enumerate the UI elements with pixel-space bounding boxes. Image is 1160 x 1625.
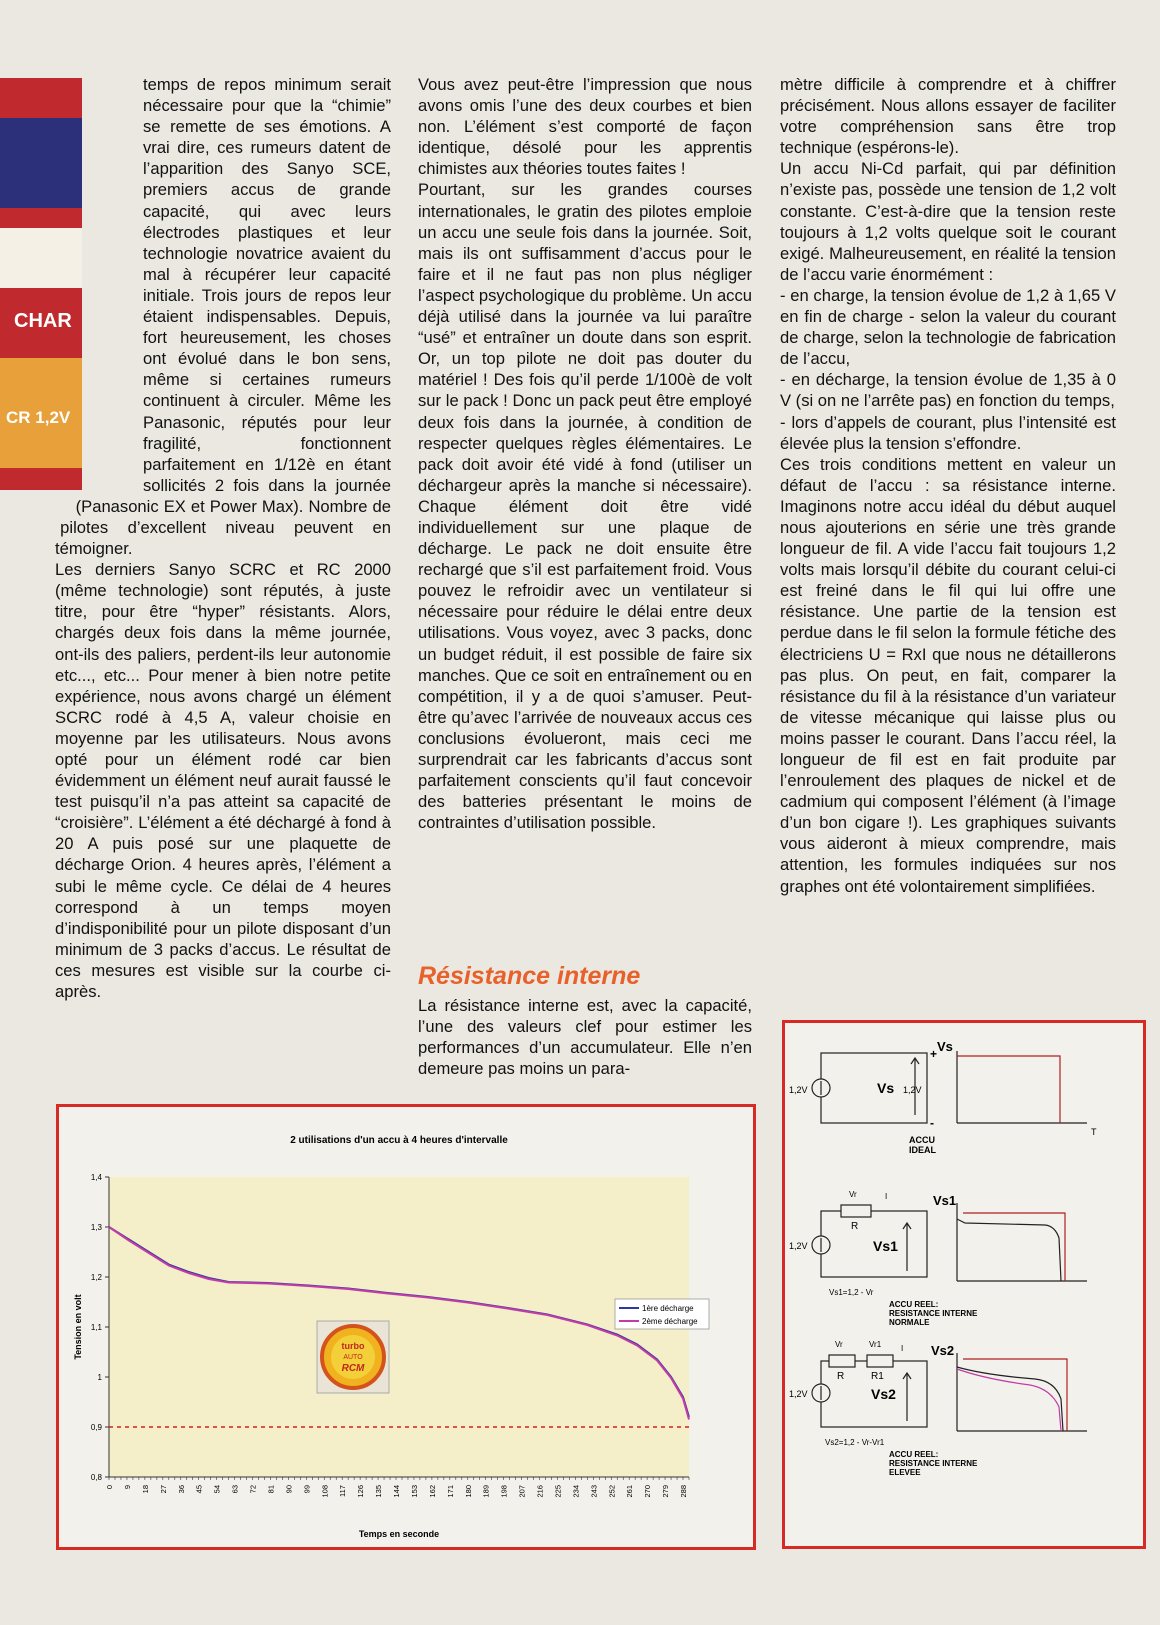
article-column-2-bottom (418, 995, 752, 1079)
circuit-diagrams (785, 1023, 1143, 1546)
label-1-plus: + (930, 1047, 938, 1061)
article-column-1 (55, 74, 391, 1002)
resistor-r-icon (829, 1355, 855, 1367)
label-1-vsval: 1,2V (903, 1085, 922, 1095)
label-3-vr1: Vr1 (869, 1340, 882, 1349)
paragraph: - en charge, la tension évolue de 1,2 à 1,65 V en fin de charge - selon la valeur du courant de charge, selon la technologie de fabrication de l’accu, (780, 285, 1116, 369)
x-tick-label: 126 (356, 1485, 366, 1498)
article-column-3 (780, 74, 1116, 897)
label-3-r: R (837, 1371, 845, 1382)
y-tick-label: 0,9 (90, 1423, 102, 1432)
resistor-r1-icon (867, 1355, 893, 1367)
x-tick-label: 261 (625, 1485, 635, 1498)
photo-label-2: CR 1,2V (6, 408, 71, 427)
x-tick-label: 99 (302, 1485, 312, 1494)
x-tick-label: 45 (194, 1485, 204, 1494)
y-axis-label: Tension en volt (73, 1294, 83, 1360)
y-tick-label: 1,1 (90, 1323, 102, 1332)
caption-1-line2: IDEAL (909, 1145, 936, 1155)
label-2-r: R (851, 1221, 859, 1232)
caption-3-line3: ELEVEE (889, 1468, 921, 1477)
x-tick-label: 135 (374, 1485, 384, 1498)
x-tick-label: 189 (481, 1485, 491, 1498)
x-tick-label: 54 (212, 1485, 222, 1494)
label-2-vr: Vr (849, 1190, 857, 1199)
x-tick-label: 288 (679, 1485, 689, 1498)
x-tick-label: 90 (284, 1485, 294, 1494)
label-2-vs: Vs1 (873, 1238, 898, 1254)
logo-text-2: AUTO (343, 1354, 363, 1361)
x-tick-label: 63 (230, 1485, 240, 1494)
label-3-vr: Vr (835, 1340, 843, 1349)
x-tick-label: 108 (320, 1485, 330, 1498)
caption-2-line2: RESISTANCE INTERNE (889, 1309, 978, 1318)
label-2-source: 1,2V (789, 1241, 808, 1251)
label-1-vs: Vs (877, 1080, 895, 1096)
x-tick-label: 279 (661, 1485, 671, 1498)
label-2-i: I (885, 1192, 888, 1201)
discharge-chart (59, 1107, 753, 1547)
caption-1-line1: ACCU (909, 1135, 935, 1145)
caption-3-line2: RESISTANCE INTERNE (889, 1459, 978, 1468)
x-tick-label: 9 (122, 1485, 132, 1490)
x-tick-label: 252 (607, 1485, 617, 1498)
x-tick-label: 171 (445, 1485, 455, 1498)
x-tick-label: 117 (338, 1485, 348, 1497)
x-tick-label: 180 (463, 1485, 473, 1498)
paragraph: Un accu Ni-Cd parfait, qui par définition n’existe pas, possède une tension de 1,2 volt constante. C’est-à-dire que la tension reste toujours à 1,2 volts quelque soit le courant exigé. Malheureusement, en réalité la tension de l’accu varie énormément : (780, 159, 1116, 284)
label-3-r1: R1 (871, 1371, 884, 1382)
formula-3: Vs2=1,2 - Vr-Vr1 (825, 1438, 885, 1447)
resistor-r-icon (841, 1205, 871, 1217)
paragraph: mètre difficile à comprendre et à chiffrer précisément. Nous allons essayer de faciliter votre compréhension sans être trop technique (espérons-le). (780, 75, 1116, 158)
logo-text-3: RCM (341, 1363, 365, 1374)
y-tick-label: 1,3 (90, 1223, 102, 1232)
x-tick-label: 216 (535, 1485, 545, 1498)
label-1-source: 1,2V (789, 1085, 808, 1095)
legend-label-1: 1ère décharge (642, 1304, 694, 1313)
x-tick-label: 162 (427, 1485, 437, 1498)
y-tick-label: 1 (97, 1373, 102, 1382)
x-axis-label: Temps en seconde (358, 1529, 440, 1539)
x-tick-label: 27 (158, 1485, 168, 1494)
discharge-chart-frame (56, 1104, 756, 1550)
x-tick-label: 225 (553, 1485, 563, 1498)
x-tick-label: 153 (409, 1485, 419, 1498)
y-tick-label: 1,4 (90, 1173, 102, 1182)
graph-1-x: T (1091, 1127, 1097, 1137)
x-tick-label: 270 (643, 1485, 653, 1498)
logo-text-1: turbo (341, 1341, 365, 1351)
x-tick-label: 18 (140, 1485, 150, 1494)
label-3-vs: Vs2 (871, 1386, 896, 1402)
x-tick-label: 243 (589, 1485, 599, 1498)
graph-1-y: Vs (937, 1039, 953, 1054)
y-tick-label: 0,8 (90, 1473, 102, 1482)
x-tick-label: 81 (266, 1485, 276, 1494)
paragraph: temps de repos minimum serait nécessaire pour que la “chimie” se remette de ses émotions. A vrai dire, ces rumeurs datent de l’apparition des Sanyo SCE, premiers accus de grande capacité, qui avec leurs électrodes plastiques et leur technologie novatrice avaient du mal à récupérer leur capacité initiale. Trois jours de repos leur étaient indispensables. Depuis, fort heureusement, les choses ont évolué dans le bon sens, même si certaines rumeurs continuent à circuler. Même les Panasonic, réputés pour leur fragilité, fonctionnent parfaitement en 1/12è en étant sollicités 2 fois dans la journée (Panasonic EX et Power Max). Nombre de pilotes d’excellent niveau peuvent en témoigner. (55, 75, 391, 559)
paragraph: Pourtant, sur les grandes courses internationales, le gratin des pilotes emploie un accu une seule fois dans la journée. Soit, mais ils ont suffisamment d’accus pour le faire et il ne faut pas non plus négliger l’aspect psychologique du problème. Un accu déjà utilisé dans la journée va lui paraître “usé” et entraîner un doute dans son esprit. Or, un top pilote ne doit pas douter du matériel ! Des fois qu’il perde 1/100è de volt sur le pack ! Donc un pack peut être employé deux fois dans la journée, à condition de respecter quelques règles élémentaires. Le pack doit avoir été vidé à fond (utiliser un déchargeur après la manche si nécessaire). Chaque élément doit être vidé individuellement sur une plaque de décharge. Le pack ne doit ensuite être rechargé que s’il est parfaitement froid. Vous pouvez le refroidir avec un ventilateur si nécessaire pour réduire le délai entre deux utilisations. Vous voyez, avec 3 packs, donc un budget réduit, il est possible de faire six manches. Que ce soit en entraînement ou en compétition, il y a de quoi s’amuser. Peut-être qu’avec l’arrivée de nouveaux accus ces conclusions évolueront, mais ceci me surprendrait car les fabricants d’accus sont parfaitement conscients qu’il faut concevoir des batteries présentant le moins de contraintes d’utilisation possible. (418, 180, 752, 833)
plot-area (109, 1177, 689, 1477)
paragraph: - lors d’appels de courant, plus l’intensité est élevée plus la tension s’effondre. (780, 412, 1116, 453)
caption-2-line1: ACCU REEL: (889, 1300, 939, 1309)
circuit-diagrams-frame (782, 1020, 1146, 1549)
x-tick-label: 207 (517, 1485, 527, 1498)
paragraph: La résistance interne est, avec la capacité, l’une des valeurs clef pour estimer les performances d’un accumulateur. Elle n’en demeure pas moins un para- (418, 996, 752, 1079)
y-tick-label: 1,2 (90, 1273, 102, 1282)
paragraph: Vous avez peut-être l’impression que nous avons omis l’une des deux courbes et bien non. L’élément s’est comporté de façon identique, désolé pour les apprentis chimistes aux théories toutes faites ! (418, 75, 752, 179)
chart-title: 2 utilisations d'un accu à 4 heures d'intervalle (290, 1135, 508, 1146)
x-tick-label: 0 (105, 1485, 114, 1490)
formula-2: Vs1=1,2 - Vr (829, 1288, 874, 1297)
caption-2-line3: NORMALE (889, 1318, 930, 1327)
x-tick-label: 198 (499, 1485, 509, 1498)
graph-3-y: Vs2 (931, 1343, 955, 1358)
photo-label-1: CHAR (14, 310, 72, 332)
x-tick-label: 36 (176, 1485, 186, 1494)
x-tick-label: 144 (392, 1485, 402, 1498)
label-3-source: 1,2V (789, 1389, 808, 1399)
paragraph: Ces trois conditions mettent en valeur un défaut de l’accu : sa résistance interne. Imaginons notre accu idéal du début auquel nous ajouterions en série une très grande longueur de fil. A vide l’accu fait toujours 1,2 volts mais lorsqu’il débite du courant celui-ci est freiné dans le fil qui lui offre une résistance. Une partie de la tension est perdue dans le fil selon la formule fétiche des électriciens U = RxI que nous ne détaillerons pas plus. On peut, en fait, comparer la résistance du fil à la résistance d’un variateur de vitesse mécanique qui laisse plus ou moins passer le courant. Dans l’accu réel, la longueur de fil est en fait produite par l’enroulement des plaques de nickel et de cadmium qui composent l’élément (à l’image d’un bon cigare !). Les graphiques suivants vous aideront à mieux comprendre, mais attention, les formules indiquées sur nos graphes ont été volontairement simplifiées. (780, 454, 1116, 896)
article-column-2 (418, 74, 752, 833)
label-1-minus: - (930, 1116, 934, 1130)
x-tick-label: 234 (571, 1485, 581, 1498)
chart-legend (615, 1299, 709, 1329)
graph-2-y: Vs1 (933, 1193, 957, 1208)
legend-label-2: 2ème décharge (642, 1317, 698, 1326)
label-3-i: I (901, 1344, 904, 1353)
paragraph: Les derniers Sanyo SCRC et RC 2000 (même technologie) sont réputés, à juste titre, pour être “hyper” résistants. Alors, chargés deux fois dans la même journée, ont-ils des paliers, perdent-ils leur autonomie etc..., etc... Pour mener à bien notre petite expérience, nous avons chargé un élément SCRC rodé à 4,5 A, valeur choisie en moyenne par les utilisateurs. Nous avons opté pour un élément rodé car bien évidemment un élément neuf aurait faussé le test puisqu’il n’a pas atteint sa capacité de “croisière”. L’élément a été déchargé à fond à 20 A puis posé sur une plaquette de décharge Orion. 4 heures après, l’élément a subi le même cycle. Ce délai de 4 heures correspond à un temps moyen d’indisponibilité pour un pilote disposant d’un minimum de 3 packs d’accus. Le résultat de ces mesures est visible sur la courbe ci-après. (55, 560, 391, 1002)
paragraph: - en décharge, la tension évolue de 1,35 à 0 V (si on ne l’arrête pas) en fonction du temps, (780, 370, 1116, 411)
turbo-rcm-logo (317, 1321, 389, 1393)
caption-3-line1: ACCU REEL: (889, 1450, 939, 1459)
section-heading: Résistance interne (418, 962, 641, 990)
x-tick-label: 72 (248, 1485, 258, 1494)
